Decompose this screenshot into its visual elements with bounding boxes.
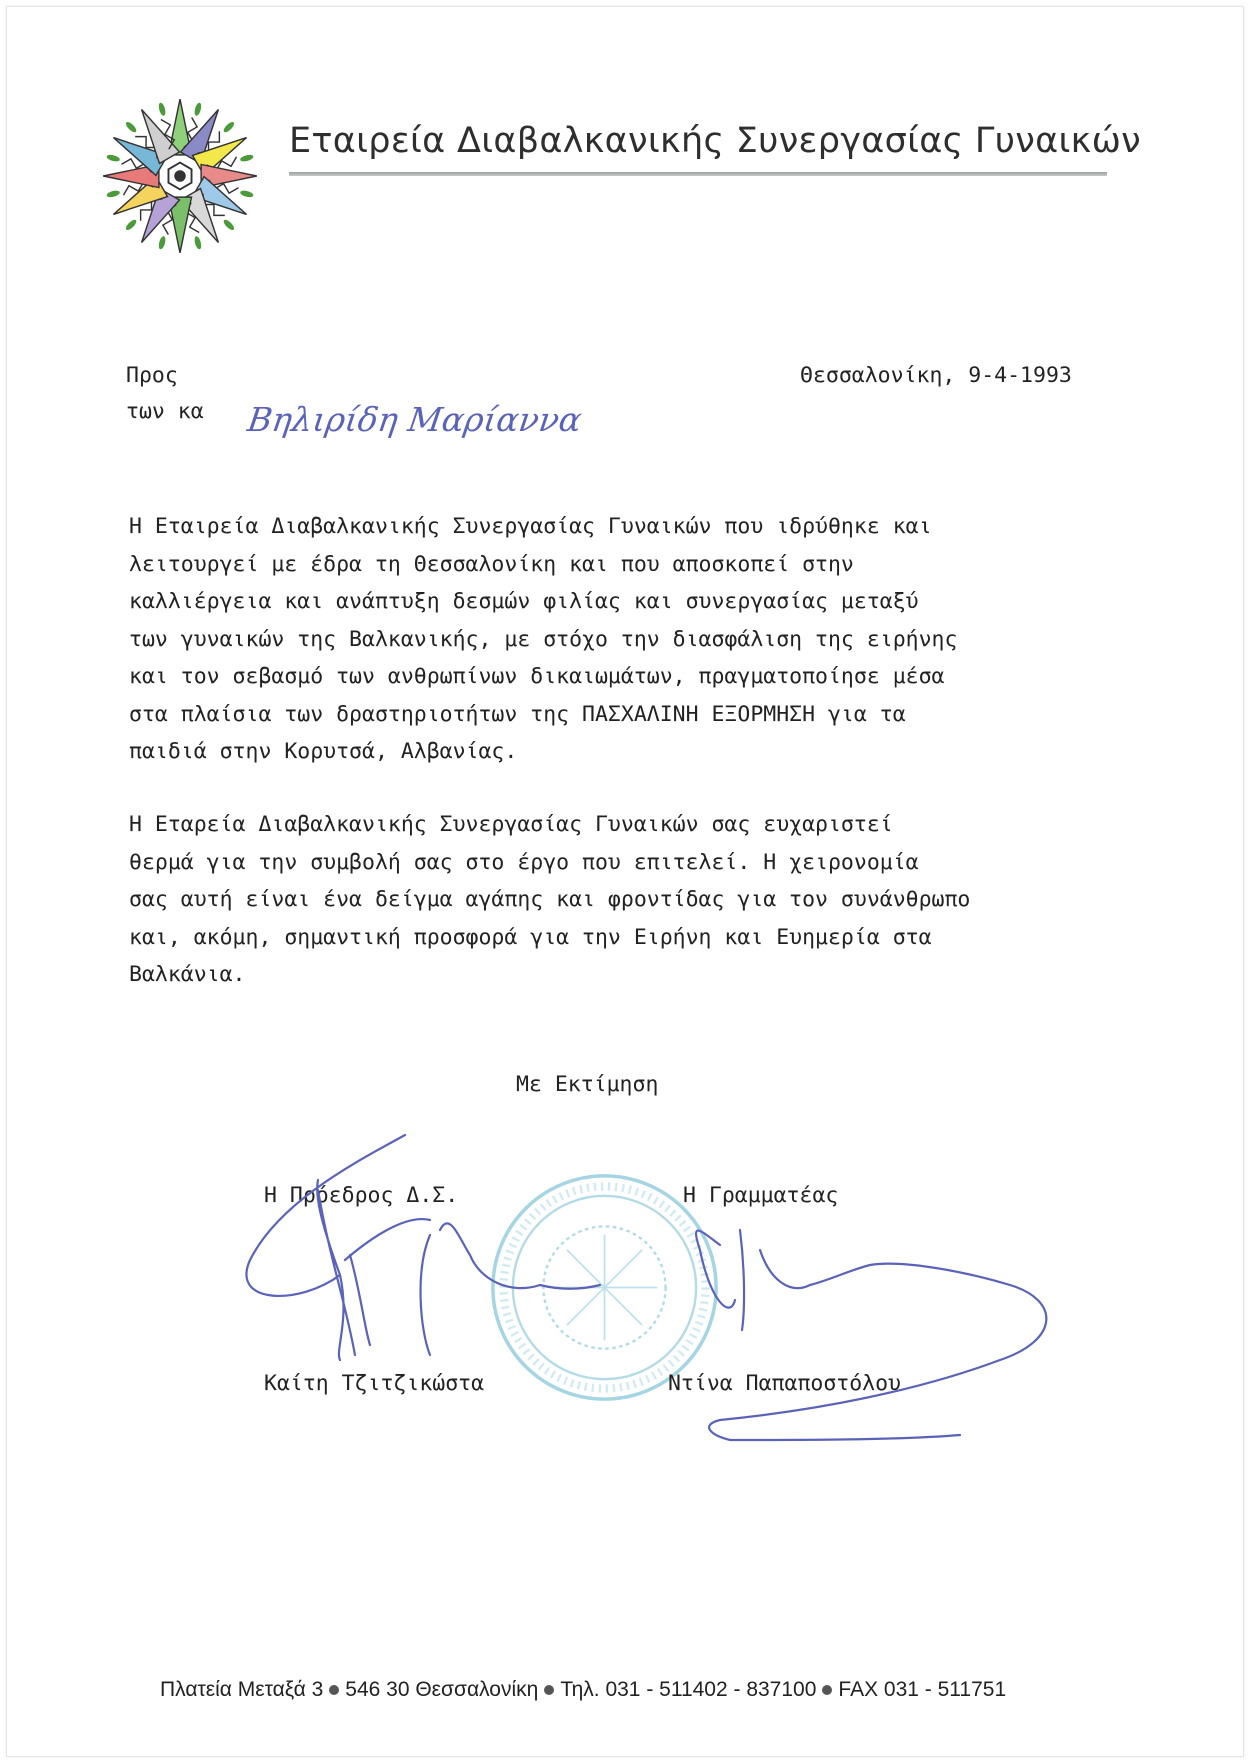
body-paragraph-2	[129, 806, 970, 994]
text-line: θερμά για την συμβολή σας στο έργο που επιτελεί. Η χειρονομία	[129, 849, 919, 875]
bullet-dot-icon	[329, 1685, 339, 1695]
recipient-label: Προς	[126, 363, 178, 388]
text-line: Βαλκάνια.	[129, 962, 246, 987]
letterhead-footer	[160, 1678, 1006, 1702]
text-line: και τον σεβασμό των ανθρωπίνων δικαιωμάτων, πραγματοποίησε μέσα	[129, 664, 945, 689]
body-paragraph-1	[129, 508, 957, 771]
text-line: των γυναικών της Βαλκανικής, με στόχο την διασφάλιση της ειρήνης	[129, 626, 958, 652]
secretary-name: Ντίνα Παπαποστόλου	[668, 1371, 901, 1396]
secretary-title: Η Γραμματέας	[683, 1183, 839, 1208]
president-name: Καίτη Τζιτζικώστα	[264, 1371, 485, 1396]
text-line: παιδιά στην Κορυτσά, Αλβανίας.	[129, 739, 518, 764]
recipient-salutation: των κα	[126, 399, 204, 424]
text-line: στα πλαίσια των δραστηριοτήτων της ΠΑΣΧΑΛΙΝΗ ΕΞΟΡΜΗΣΗ για τα	[129, 701, 906, 727]
letter-date: Θεσσαλονίκη, 9-4-1993	[800, 363, 1072, 388]
recipient-name-handwritten: Βηλιρίδη Μαρίαννα	[245, 400, 585, 439]
bullet-dot-icon	[822, 1685, 832, 1695]
footer-postcode-city: 546 30 Θεσσαλονίκη	[345, 1678, 539, 1701]
bullet-dot-icon	[544, 1685, 554, 1695]
footer-address: Πλατεία Μεταξά 3	[160, 1678, 324, 1701]
header-rule	[289, 172, 1107, 176]
text-line: λειτουργεί με έδρα τη Θεσσαλονίκη και που αποσκοπεί στην	[129, 551, 854, 577]
text-line: σας αυτή είναι ένα δείγμα αγάπης και φροντίδας για τον συνάνθρωπο	[129, 887, 971, 912]
text-line: καλλιέργεια και ανάπτυξη δεσμών φιλίας και συνεργασίας μεταξύ	[129, 589, 919, 614]
text-line: Η Εταρεία Διαβαλκανικής Συνεργασίας Γυναικών σας ευχαριστεί	[129, 812, 893, 837]
text-line: και, ακόμη, σημαντική προσφορά για την Ειρήνη και Ευημερία στα	[129, 924, 932, 950]
text-line: Η Εταιρεία Διαβαλκανικής Συνεργασίας Γυναικών που ιδρύθηκε και	[129, 514, 932, 539]
organization-logo	[92, 80, 268, 272]
footer-phone: Τηλ. 031 - 511402 - 837100	[560, 1678, 817, 1701]
footer-fax: FAX 031 - 511751	[838, 1678, 1007, 1701]
president-title: Η Πρόεδρος Δ.Σ.	[264, 1183, 459, 1208]
organization-name: Εταιρεία Διαβαλκανικής Συνεργασίας Γυναικών	[289, 121, 1142, 161]
closing-phrase: Με Εκτίμηση	[516, 1072, 659, 1097]
